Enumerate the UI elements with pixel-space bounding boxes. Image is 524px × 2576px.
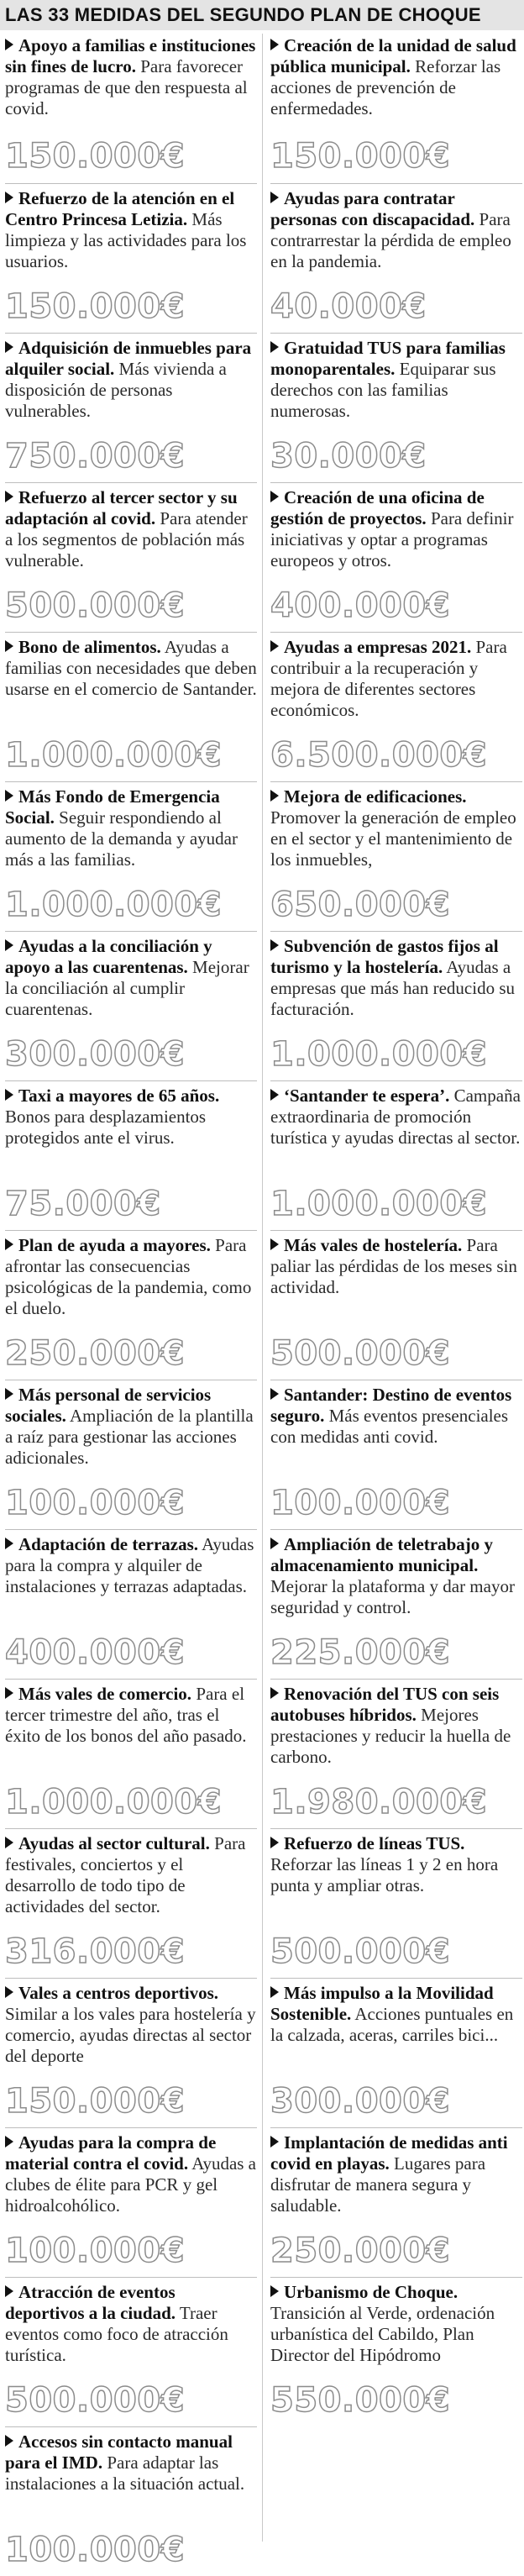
measure-title: Más vales de hostelería.	[284, 1235, 463, 1255]
measure-title: Creación de una oficina de gestión de proyectos.	[270, 487, 485, 528]
triangle-bullet-icon	[5, 2285, 13, 2297]
measure-title: Bono de alimentos.	[18, 637, 161, 657]
measure-description: Más eventos presenciales con medidas anti covid.	[270, 1406, 509, 1447]
measure-description: Para definir iniciativas y optar a programas europeos y otros.	[270, 508, 514, 570]
measure-amount: 100.000€	[5, 2232, 186, 2270]
measure-description: Para afrontar las consecuencias psicológicas de la pandemia, como el duelo.	[5, 1235, 252, 1318]
measure-amount: 6.500.000€	[270, 736, 488, 775]
measure-description: Más limpieza y las actividades para los usuarios.	[5, 209, 247, 271]
column-divider	[262, 34, 263, 2542]
measure-description: Similar a los vales para hostelería y comercio, ayudas directas al sector del deporte	[5, 2004, 256, 2066]
measure-description: Transición al Verde, ordenación urbanística del Cabildo, Plan Director del Hipódromo	[270, 2303, 495, 2365]
measure-amount: 75.000€	[5, 1185, 161, 1223]
triangle-bullet-icon	[270, 1089, 279, 1101]
measure-item	[270, 34, 522, 183]
measure-amount: 250.000€	[5, 1334, 186, 1373]
measure-amount: 550.000€	[270, 2381, 451, 2420]
measure-item	[5, 1380, 257, 1529]
measure-title: Accesos sin contacto manual para el IMD.	[5, 2431, 233, 2473]
measure-title: Refuerzo al tercer sector y su adaptación al covid.	[5, 487, 238, 528]
measure-amount: 100.000€	[5, 1484, 186, 1522]
measure-description: Acciones puntuales en la calzada, aceras, carriles bici...	[270, 2004, 514, 2045]
triangle-bullet-icon	[5, 1986, 13, 1998]
triangle-bullet-icon	[5, 39, 13, 50]
measure-description: Para adaptar las instalaciones a la situación actual.	[5, 2452, 245, 2494]
measure-amount: 100.000€	[5, 2531, 186, 2569]
measure-description: Traer eventos como foco de atracción turística.	[5, 2303, 228, 2365]
measure-title: Urbanismo de Choque.	[284, 2282, 458, 2302]
measure-title: Gratuidad TUS para familias monoparentales.	[270, 338, 506, 379]
measure-amount: 750.000€	[5, 437, 186, 476]
measure-title: Refuerzo de líneas TUS.	[284, 1833, 465, 1853]
measure-amount: 1.000.000€	[5, 1783, 223, 1822]
measure-amount: 1.000.000€	[5, 736, 223, 775]
triangle-bullet-icon	[5, 1238, 13, 1250]
measure-description: Ayudas a familias con necesidades que deben usarse en el comercio de Santander.	[5, 637, 257, 699]
triangle-bullet-icon	[270, 1687, 279, 1699]
measure-title: Vales a centros deportivos.	[18, 1983, 218, 2003]
triangle-bullet-icon	[5, 2435, 13, 2447]
measure-item	[270, 183, 522, 333]
triangle-bullet-icon	[5, 341, 13, 353]
measure-title: Más personal de servicios sociales.	[5, 1385, 212, 1426]
measure-item	[5, 183, 257, 333]
measure-item	[270, 1230, 522, 1380]
triangle-bullet-icon	[270, 640, 279, 652]
measure-item	[270, 482, 522, 632]
measure-amount: 300.000€	[5, 1035, 186, 1074]
measure-item	[5, 2426, 257, 2576]
measure-description: Mejorar la plataforma y dar mayor seguridad y control.	[270, 1576, 515, 1617]
measure-description: Ayudas a clubes de élite para PCR y gel hidroalcohólico.	[5, 2153, 257, 2216]
measure-description: Campaña extraordinaria de promoción turística y ayudas directas al sector.	[270, 1086, 521, 1148]
triangle-bullet-icon	[5, 192, 13, 203]
triangle-bullet-icon	[270, 2285, 279, 2297]
measure-item	[5, 1230, 257, 1380]
measure-item	[270, 1380, 522, 1529]
measure-item	[5, 1828, 257, 1978]
measure-title: ‘Santander te espera’.	[284, 1086, 450, 1106]
measure-amount: 500.000€	[5, 2381, 186, 2420]
measure-title: Más Fondo de Emergencia Social.	[5, 786, 220, 828]
measure-amount: 100.000€	[270, 1484, 451, 1522]
measure-item	[5, 482, 257, 632]
triangle-bullet-icon	[270, 1238, 279, 1250]
triangle-bullet-icon	[270, 1388, 279, 1400]
measure-item	[270, 2277, 522, 2426]
measure-title: Atracción de eventos deportivos a la ciudad.	[5, 2282, 176, 2323]
measure-description: Para contribuir a la recuperación y mejora de diferentes sectores económicos.	[270, 637, 507, 720]
measure-description: Para contrarrestar la pérdida de empleo en la pandemia.	[270, 209, 511, 271]
measure-description: Para favorecer programas de que den respuesta al covid.	[5, 56, 248, 118]
measure-item	[5, 1080, 257, 1230]
measure-description: Ampliación de la plantilla a raíz para gestionar las acciones adicionales.	[5, 1406, 254, 1468]
triangle-bullet-icon	[5, 640, 13, 652]
measure-item	[5, 1978, 257, 2127]
measure-description: Para paliar las pérdidas de los meses sin actividad.	[270, 1235, 517, 1297]
measure-amount: 400.000€	[5, 1633, 186, 1672]
measure-amount: 150.000€	[5, 137, 186, 176]
measure-title: Más vales de comercio.	[18, 1684, 192, 1704]
measure-item	[270, 1828, 522, 1978]
measure-title: Creación de la unidad de salud pública municipal.	[270, 35, 516, 76]
measure-item	[270, 1529, 522, 1679]
measure-description: Mejores prestaciones y reducir la huella de carbono.	[270, 1705, 511, 1767]
measure-description: Más vivienda a disposición de personas vulnerables.	[5, 359, 227, 421]
measure-amount: 40.000€	[270, 287, 427, 326]
measure-title: Implantación de medidas anti covid en playas.	[270, 2132, 508, 2174]
measure-title: Ayudas a la conciliación y apoyo a las cuarentenas.	[5, 936, 212, 977]
measure-amount: 1.000.000€	[270, 1035, 488, 1074]
measure-description: Para atender a los segmentos de población más vulnerable.	[5, 508, 248, 570]
measure-description: Para festivales, conciertos y el desarrollo de todo tipo de actividades del sector.	[5, 1833, 246, 1916]
triangle-bullet-icon	[270, 491, 279, 502]
measure-item	[5, 1529, 257, 1679]
triangle-bullet-icon	[270, 1837, 279, 1848]
triangle-bullet-icon	[5, 1538, 13, 1549]
triangle-bullet-icon	[5, 491, 13, 502]
measure-description: Ayudas para la compra y alquiler de instalaciones y terrazas adaptadas.	[5, 1534, 254, 1596]
measure-title: Ampliación de teletrabajo y almacenamiento municipal.	[270, 1534, 494, 1575]
measure-amount: 500.000€	[270, 1932, 451, 1971]
measure-title: Apoyo a familias e instituciones sin fines de lucro.	[5, 35, 256, 76]
measure-title: Adaptación de terrazas.	[18, 1534, 199, 1554]
right-column	[270, 34, 522, 2426]
measure-title: Más impulso a la Movilidad Sostenible.	[270, 1983, 494, 2024]
measure-title: Plan de ayuda a mayores.	[18, 1235, 211, 1255]
measure-item	[270, 2127, 522, 2277]
measure-item	[5, 2127, 257, 2277]
triangle-bullet-icon	[270, 1538, 279, 1549]
triangle-bullet-icon	[270, 192, 279, 203]
measure-item	[5, 632, 257, 781]
measure-item	[270, 931, 522, 1080]
measure-item	[270, 1679, 522, 1828]
measure-description: Reforzar las acciones de prevención de enfermedades.	[270, 56, 501, 118]
measure-amount: 150.000€	[5, 2082, 186, 2121]
triangle-bullet-icon	[5, 790, 13, 802]
triangle-bullet-icon	[5, 1687, 13, 1699]
measure-description: Bonos para desplazamientos protegidos ante el virus.	[5, 1107, 207, 1148]
measure-description: Equiparar sus derechos con las familias numerosas.	[270, 359, 496, 421]
measure-title: Taxi a mayores de 65 años.	[18, 1086, 220, 1106]
measure-item	[5, 333, 257, 482]
measure-title: Ayudas al sector cultural.	[18, 1833, 210, 1853]
measure-amount: 500.000€	[270, 1334, 451, 1373]
measure-description: Reforzar las líneas 1 y 2 en hora punta y ampliar otras.	[270, 1854, 499, 1895]
measure-item	[5, 2277, 257, 2426]
measure-item	[270, 781, 522, 931]
triangle-bullet-icon	[5, 1388, 13, 1400]
triangle-bullet-icon	[5, 1089, 13, 1101]
measure-item	[270, 1978, 522, 2127]
measure-description: Seguir respondiendo al aumento de la demanda y ayudar más a las familias.	[5, 807, 238, 870]
measure-item	[270, 1080, 522, 1230]
triangle-bullet-icon	[270, 341, 279, 353]
measure-amount: 400.000€	[270, 586, 451, 625]
measure-amount: 316.000€	[5, 1932, 186, 1971]
measure-amount: 1.980.000€	[270, 1783, 488, 1822]
triangle-bullet-icon	[270, 790, 279, 802]
measure-amount: 225.000€	[270, 1633, 451, 1672]
measure-amount: 1.000.000€	[5, 886, 223, 924]
triangle-bullet-icon	[5, 939, 13, 951]
triangle-bullet-icon	[270, 2136, 279, 2148]
measure-amount: 30.000€	[270, 437, 427, 476]
measure-amount: 150.000€	[5, 287, 186, 326]
measure-amount: 250.000€	[270, 2232, 451, 2270]
measure-description: Mejorar la conciliación al cumplir cuarentenas.	[5, 957, 249, 1019]
measure-title: Ayudas para contratar personas con discapacidad.	[270, 188, 475, 229]
measure-amount: 1.000.000€	[270, 1185, 488, 1223]
measure-description: Para el tercer trimestre del año, tras el éxito de los bonos del año pasado.	[5, 1684, 247, 1746]
measure-title: Subvención de gastos fijos al turismo y la hostelería.	[270, 936, 499, 977]
left-column	[5, 34, 257, 2576]
measure-item	[270, 632, 522, 781]
measure-title: Refuerzo de la atención en el Centro Princesa Letizia.	[5, 188, 235, 229]
measure-item	[5, 931, 257, 1080]
measure-title: Mejora de edificaciones.	[284, 786, 467, 807]
measure-amount: 150.000€	[270, 137, 451, 176]
triangle-bullet-icon	[270, 1986, 279, 1998]
measure-item	[270, 333, 522, 482]
triangle-bullet-icon	[5, 1837, 13, 1848]
measure-description: Lugares para disfrutar de manera segura y saludable.	[270, 2153, 486, 2216]
measure-title: Ayudas para la compra de material contra el covid.	[5, 2132, 217, 2174]
triangle-bullet-icon	[270, 39, 279, 50]
measure-item	[5, 781, 257, 931]
measure-amount: 300.000€	[270, 2082, 451, 2121]
measure-description: Ayudas a empresas que más han reducido su facturación.	[270, 957, 515, 1019]
measure-item	[5, 1679, 257, 1828]
triangle-bullet-icon	[270, 939, 279, 951]
measure-amount: 500.000€	[5, 586, 186, 625]
triangle-bullet-icon	[5, 2136, 13, 2148]
measure-title: Ayudas a empresas 2021.	[284, 637, 472, 657]
measure-title: Santander: Destino de eventos seguro.	[270, 1385, 512, 1426]
measure-title: Adquisición de inmuebles para alquiler social.	[5, 338, 252, 379]
measure-item	[5, 34, 257, 183]
page-title: LAS 33 MEDIDAS DEL SEGUNDO PLAN DE CHOQUE	[0, 0, 524, 30]
measure-amount: 650.000€	[270, 886, 451, 924]
measure-description: Promover la generación de empleo en el sector y el mantenimiento de los inmuebles,	[270, 807, 516, 870]
measure-title: Renovación del TUS con seis autobuses híbridos.	[270, 1684, 500, 1725]
